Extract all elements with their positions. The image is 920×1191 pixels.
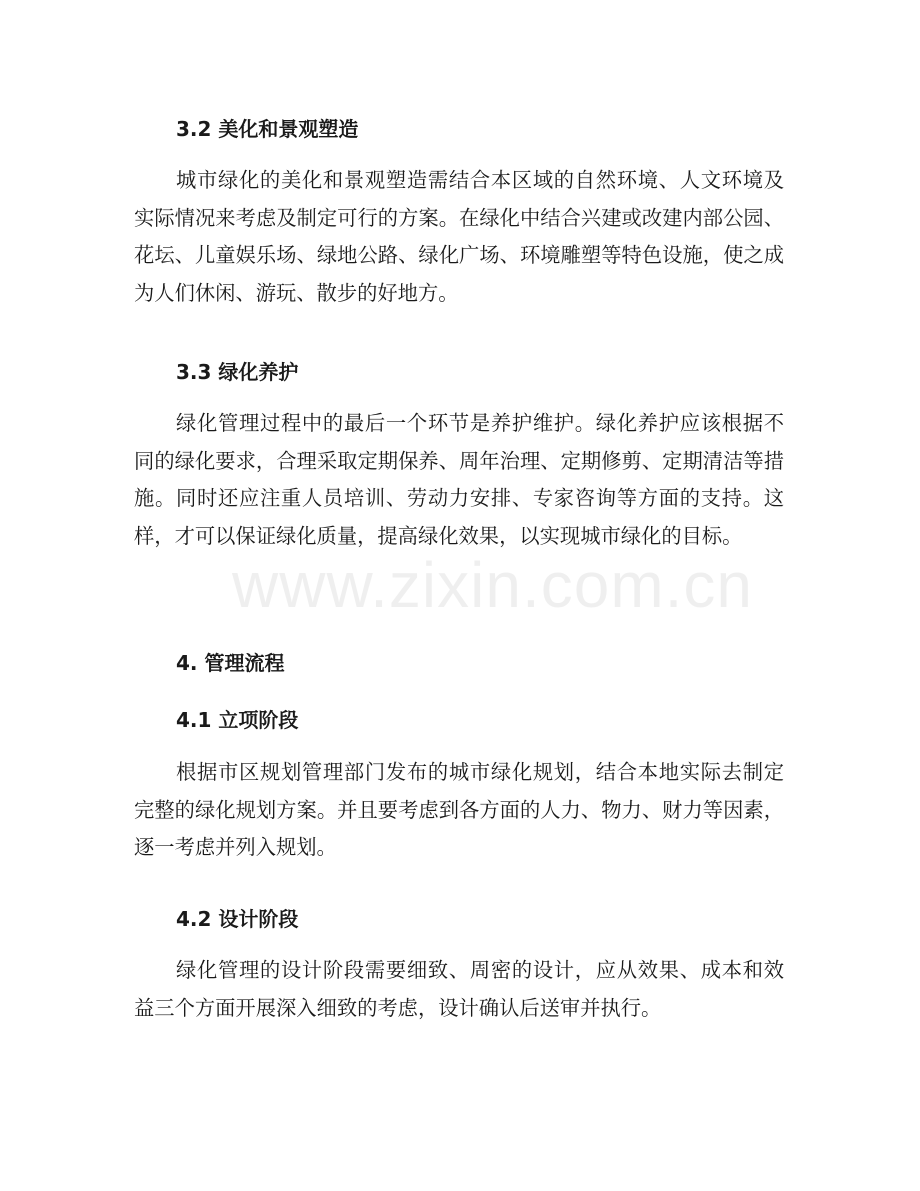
section-heading-3-3: 3.3 绿化养护 [176,360,299,384]
section-heading-4: 4. 管理流程 [176,651,285,675]
section-heading-3-2: 3.2 美化和景观塑造 [176,117,359,141]
watermark: www.zixin.com.cn [232,549,753,621]
section-paragraph-4-1: 根据市区规划管理部门发布的城市绿化规划，结合本地实际去制定完整的绿化规划方案。并且要考虑到各方面的人力、物力、财力等因素，逐一考虑并列入规划。 [134,760,784,859]
section-paragraph-4-2: 绿化管理的设计阶段需要细致、周密的设计，应从效果、成本和效益三个方面开展深入细致的考虑，设计确认后送审并执行。 [134,958,784,1020]
section-heading-4-2: 4.2 设计阶段 [176,907,299,931]
section-paragraph-3-2: 城市绿化的美化和景观塑造需结合本区域的自然环境、人文环境及实际情况来考虑及制定可行的方案。在绿化中结合兴建或改建内部公园、花坛、儿童娱乐场、绿地公路、绿化广场、环境雕塑等特色设施，使之成为人们休闲、游玩、散步的好地方。 [134,168,784,305]
section-paragraph-3-3: 绿化管理过程中的最后一个环节是养护维护。绿化养护应该根据不同的绿化要求，合理采取定期保养、周年治理、定期修剪、定期清洁等措施。同时还应注重人员培训、劳动力安排、专家咨询等方面的支持。这样，才可以保证绿化质量，提高绿化效果，以实现城市绿化的目标。 [134,411,784,548]
section-heading-4-1: 4.1 立项阶段 [176,708,299,732]
